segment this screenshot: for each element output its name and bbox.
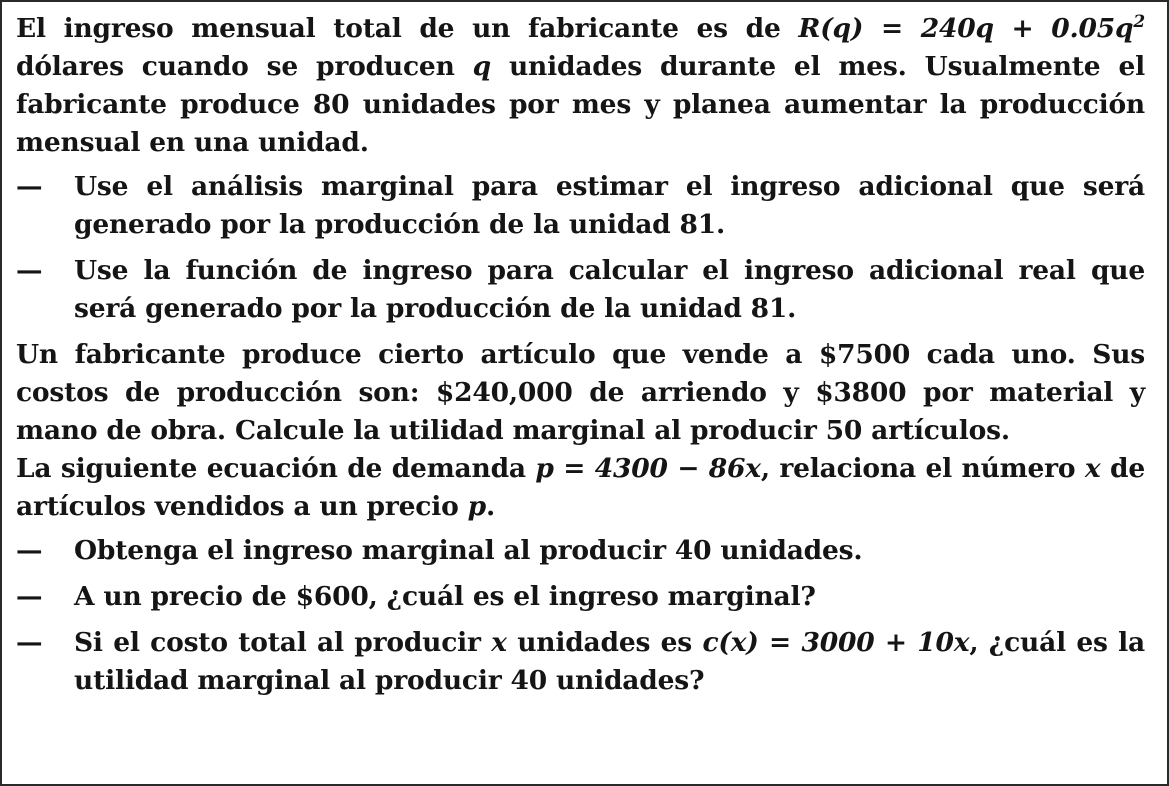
problem-1-statement: El ingreso mensual total de un fabricante es de $R(q) = 240q + 0.05q^2$ dólares cuando se producen q unidades durante el mes. Usualmente el fabricante produce 80 unidades por mes y planea aumentar la producción mensual en una unidad.	[16, 12, 1145, 158]
problem-3	[16, 450, 1145, 700]
list-item: — Use el análisis marginal para estimar el ingreso adicional que será generado por la producción de la unidad 81.	[16, 168, 1145, 244]
list-item: — Obtenga el ingreso marginal al producir 40 unidades.	[16, 532, 1145, 570]
problem-1	[16, 10, 1145, 328]
list-item: — A un precio de $600, ¿cuál es el ingreso marginal?	[16, 578, 1145, 616]
problem-2-statement: Un fabricante produce cierto artículo que vende a $7500 cada uno. Sus costos de producción son: $240,000 de arriendo y $3800 por material y mano de obra. Calcule la utilidad marginal al producir 50 artículos.	[16, 339, 1145, 446]
list-item: — Use la función de ingreso para calcular el ingreso adicional real que será generado por la producción de la unidad 81.	[16, 252, 1145, 328]
list-item: — Si el costo total al producir x unidades es c(x) = 3000 + 10x, ¿cuál es la utilidad marginal al producir 40 unidades?	[16, 624, 1145, 700]
problem-3-statement: La siguiente ecuación de demanda p = 4300 − 86x, relaciona el número x de artículos vendidos a un precio p.	[16, 453, 1146, 522]
bullet-dash: —	[16, 627, 43, 658]
bullet-dash: —	[16, 171, 43, 202]
demand-equation: p = 4300 − 86x	[535, 453, 761, 484]
bullet-dash: —	[16, 535, 43, 566]
bullet-dash: —	[16, 581, 43, 612]
cost-function: c(x) = 3000 + 10x	[702, 627, 970, 658]
problem-1-bullets	[16, 168, 1145, 328]
bullet-dash: —	[16, 255, 43, 286]
problem-2	[16, 336, 1145, 450]
revenue-function: $R(q) = 240q + 0.05q^2$	[798, 12, 1145, 44]
problem-3-bullets	[16, 532, 1145, 700]
